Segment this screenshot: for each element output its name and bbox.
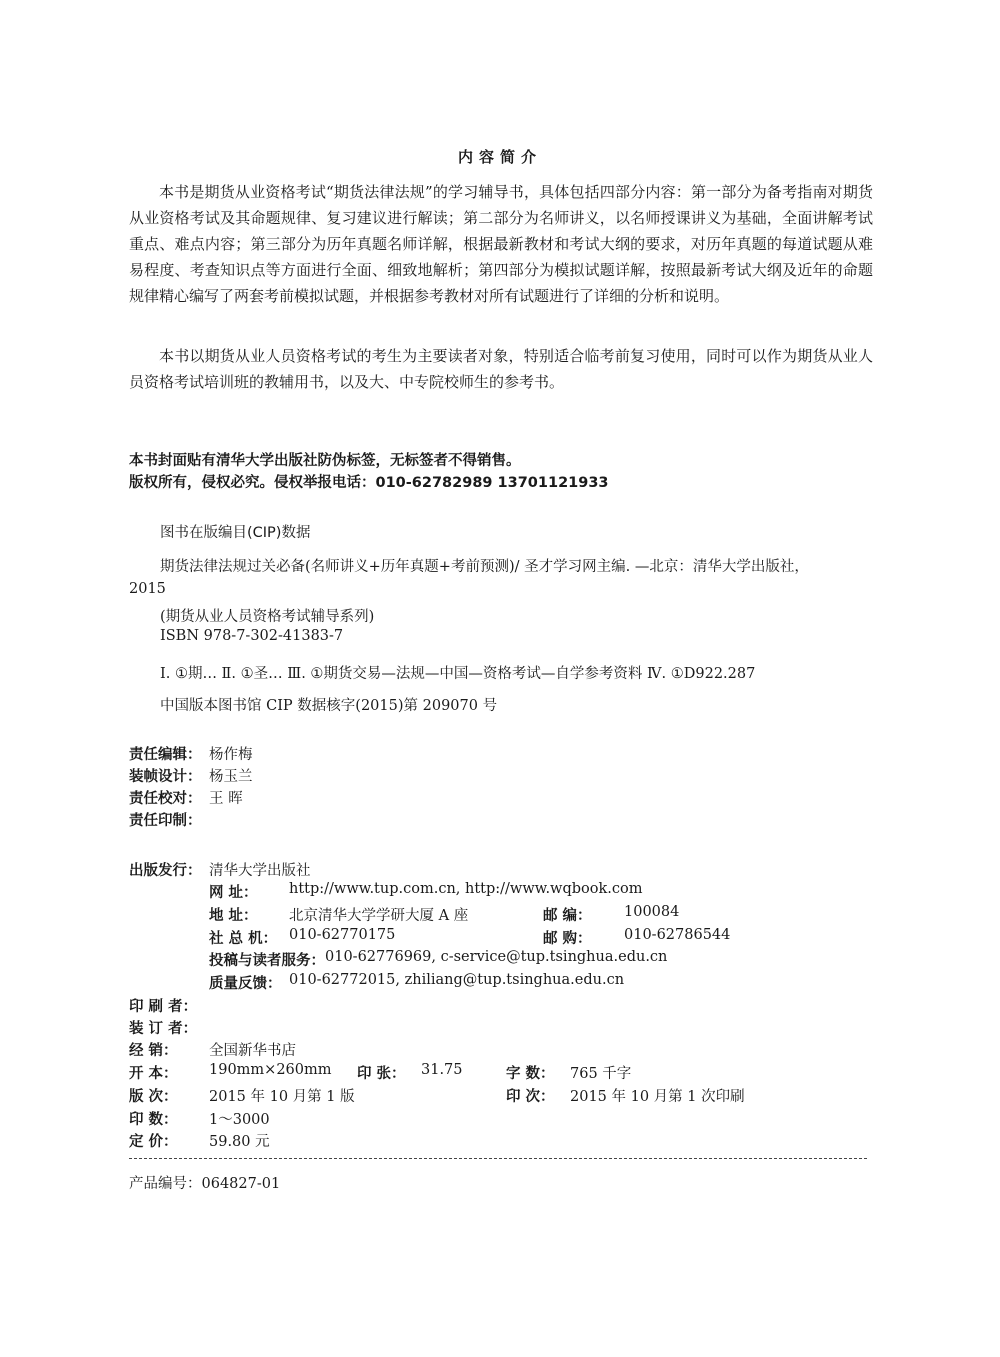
format-label: 开 本： bbox=[129, 1066, 178, 1082]
cip-record: 中国版本图书馆 CIP 数据核字(2015)第 209070 号 bbox=[160, 698, 498, 714]
credit-label-proof: 责任校对： bbox=[129, 791, 202, 807]
credit-value-design: 杨玉兰 bbox=[209, 769, 253, 785]
distributor-value: 全国新华书店 bbox=[209, 1043, 296, 1059]
switchboard-value: 010-62770175 bbox=[289, 927, 396, 943]
intro-text-2: 本书以期货从业人员资格考试的考生为主要读者对象，特别适合临考前复习使用，同时可以作为期货从业人员资格考试培训班的教辅用书，以及大、中专院校师生的参考书。 bbox=[129, 347, 873, 391]
address-value: 北京清华大学学研大厦 A 座 bbox=[289, 908, 469, 924]
separator-rule bbox=[129, 1158, 867, 1159]
service-label: 投稿与读者服务： bbox=[209, 953, 325, 969]
binder-label: 装 订 者： bbox=[129, 1021, 198, 1037]
switchboard-label: 社 总 机： bbox=[209, 931, 278, 947]
copyright-notice: 版权所有，侵权必究。侵权举报电话：010-62782989 13701121933 bbox=[129, 475, 609, 491]
words-label: 字 数： bbox=[506, 1066, 555, 1082]
words-value: 765 千字 bbox=[570, 1066, 632, 1082]
intro-text-1: 本书是期货从业资格考试“期货法律法规”的学习辅导书，具体包括四部分内容：第一部分为备考指南对期货从业资格考试及其命题规律、复习建议进行解读；第二部分为名师讲义，以名师授课讲义为基础，全面讲解考试重点、难点内容；第三部分为历年真题名师详解，根据最新教材和考试大纲的要求，对历年真题的每道试题从难易程度、考查知识点等方面进行全面、细致地解析；第四部分为模拟试题详解，按照最新考试大纲及近年的命题规律精心编写了两套考前模拟试题，并根据参考教材对所有试题进行了详细的分析和说明。 bbox=[129, 183, 873, 305]
impression-label: 印 次： bbox=[506, 1089, 555, 1105]
zip-label: 邮 编： bbox=[543, 908, 592, 924]
price-value: 59.80 元 bbox=[209, 1134, 270, 1150]
edition-label: 版 次： bbox=[129, 1089, 178, 1105]
cip-title-line: 期货法律法规过关必备(名师讲义+历年真题+考前预测)/ 圣才学习网主编. —北京：清华大学出版社， bbox=[160, 559, 809, 575]
sheets-label: 印 张： bbox=[357, 1066, 406, 1082]
mail-order-value: 010-62786544 bbox=[624, 927, 731, 943]
mail-order-label: 邮 购： bbox=[543, 931, 592, 947]
credit-label-print: 责任印制： bbox=[129, 813, 202, 829]
print-run-value: 1～3000 bbox=[209, 1112, 270, 1128]
address-label: 地 址： bbox=[209, 908, 258, 924]
publisher-name: 清华大学出版社 bbox=[209, 863, 311, 879]
credit-label-editor: 责任编辑： bbox=[129, 747, 202, 763]
publisher-label: 出版发行： bbox=[129, 863, 202, 879]
edition-value: 2015 年 10 月第 1 版 bbox=[209, 1089, 355, 1105]
cip-classification: Ⅰ. ①期… Ⅱ. ①圣… Ⅲ. ①期货交易—法规—中国—资格考试—自学参考资料 Ⅳ. ①D922.287 bbox=[160, 666, 756, 682]
quality-label: 质量反馈： bbox=[209, 976, 282, 992]
price-label: 定 价： bbox=[129, 1134, 178, 1150]
zip-value: 100084 bbox=[624, 904, 680, 920]
cip-series: (期货从业人员资格考试辅导系列) bbox=[160, 609, 375, 625]
section-title: 内容简介 bbox=[457, 148, 542, 166]
format-value: 190mm×260mm bbox=[209, 1062, 332, 1078]
distributor-label: 经 销： bbox=[129, 1043, 178, 1059]
service-value: 010-62776969, c-service@tup.tsinghua.edu.cn bbox=[325, 949, 668, 965]
cip-heading: 图书在版编目(CIP)数据 bbox=[160, 525, 311, 541]
quality-value: 010-62772015, zhiliang@tup.tsinghua.edu.cn bbox=[289, 972, 625, 988]
printer-label: 印 刷 者： bbox=[129, 999, 198, 1015]
intro-paragraph-2 bbox=[129, 343, 873, 395]
product-code: 产品编号：064827-01 bbox=[129, 1176, 281, 1192]
print-run-label: 印 数： bbox=[129, 1112, 178, 1128]
website-label: 网 址： bbox=[209, 885, 258, 901]
intro-paragraph-1 bbox=[129, 179, 873, 309]
website-value: http://www.tup.com.cn, http://www.wqbook.com bbox=[289, 881, 643, 897]
credit-value-editor: 杨作梅 bbox=[209, 747, 253, 763]
cip-year: 2015 bbox=[129, 581, 166, 597]
anti-counterfeit-notice: 本书封面贴有清华大学出版社防伪标签，无标签者不得销售。 bbox=[129, 453, 521, 469]
credit-label-design: 装帧设计： bbox=[129, 769, 202, 785]
impression-value: 2015 年 10 月第 1 次印刷 bbox=[570, 1089, 745, 1105]
cip-isbn: ISBN 978-7-302-41383-7 bbox=[160, 628, 344, 644]
sheets-value: 31.75 bbox=[421, 1062, 463, 1078]
credit-value-proof: 王 晖 bbox=[209, 791, 243, 807]
